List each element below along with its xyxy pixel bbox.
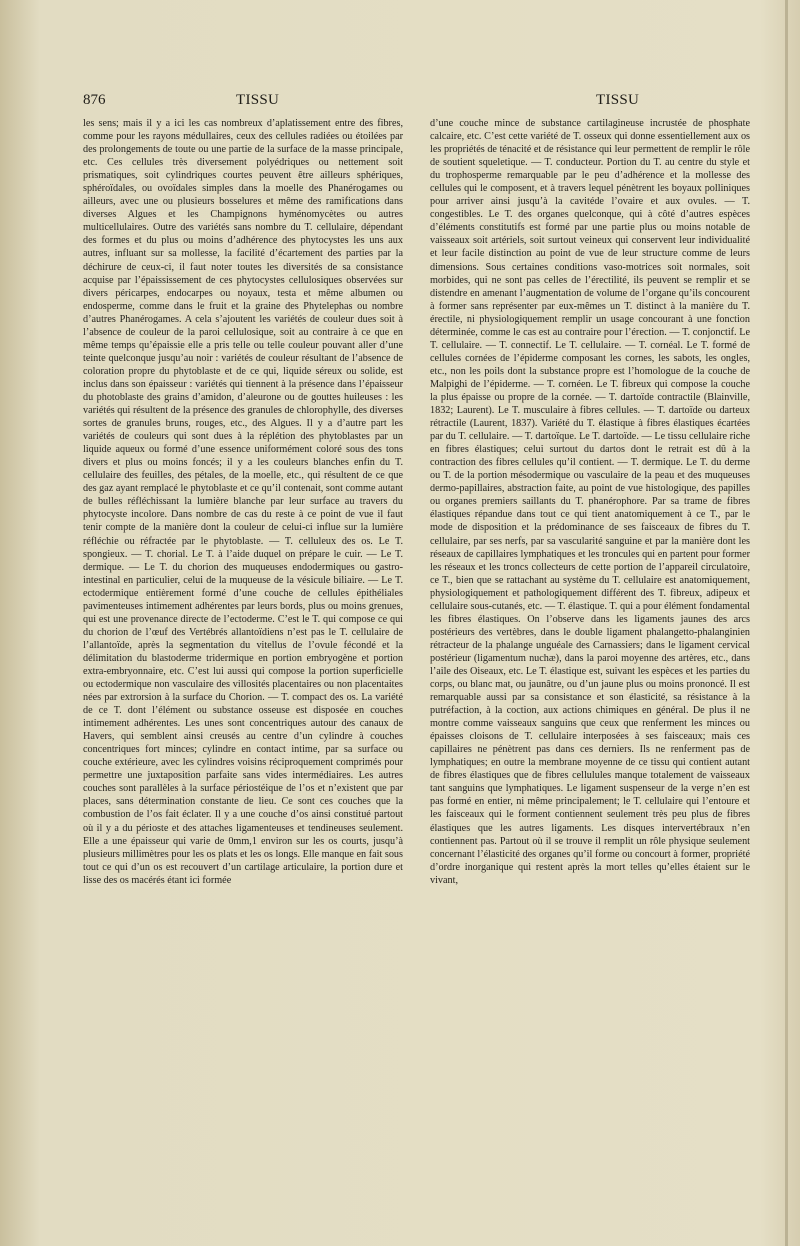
column-right-text: d’une couche mince de substance cartilagineuse incrustée de phosphate calcaire, etc. C’est cette variété de T. osseux qui donne essentiellement aux os les propriétés de ténacité et de résistance qui leur permettent de remplir le rôle de soutient squeletique. — T. conducteur. Portion du T. au centre du style et du trophosperme remarquable par le peu d’adhérence et la mollesse des cellules qui le composent, et à travers lequel pénètrent les boyaux polliniques pour arriver ainsi jusqu’à la cavitéde l’ovaire et aux ovules. — T. congestibles. Le T. des organes quelconque, qui à côté d’autres espèces d’éléments constitutifs est formé par une partie plus ou moins notable de vaisseaux soit artériels, soit surtout veineux qui conservent leur individualité et leur facile distinction au point de vue de leur structure comme de leurs dimensions. Sous certaines conditions vaso-motrices soit normales, soit morbides, qui ne sont pas celles de l’érectilité, ils peuvent se remplir et se distendre en amenant l’augmentation de volume de l’organe qu’ils concourent à former sans représenter par eux-mêmes un T. distinct à la manière du T. érectile, ni physiologiquement remplir un usage concourant à une fonction déterminée, comme le cas est au contraire pour l’érection. — T. conjonctif. Le T. cellulaire. — T. connectif. Le T. cellulaire. — T. cornéal. Le T. formé de cellules cornées de l’épiderme composant les cornes, les sabots, les ongles, etc., non les poils dont la substance propre est l’homologue de la couche de Malpighi de l’épiderme. — T. cornéen. Le T. fibreux qui compose la couche la plus épaisse ou propre de la cornée. — T. dartoïde contractile (Blainville, 1832; Laurent). Le T. musculaire à fibres cellules. — T. dartoïde ou darteux rétractile (Laurent, 1837). Variété du T. élastique à fibres élastiques écartées par du T. cellulaire. — T. dartoïque. Le T. dartoïde. — Le tissu cellulaire riche en fibres élastiques; celui surtout du dartos dont le retrait est dû à la contraction des fibres cellules qu’il contient. — T. dermique. Le T. du derme ou T. de la portion mésodermique ou vasculaire de la peau et des muqueuses dermo-papillaires, abstraction faite, au point de vue histologique, des papilles ou organes premiers saillants du T. phanérophore. Par sa trame de fibres élastiques répandue dans tout ce qui tient anatomiquement à ce T., par le mode de disposition et la prédominance de ses faisceaux de fibres du T. cellulaire, par ses nerfs, par sa vascularité sanguine et par la manière dont les réseaux de capillaires lymphatiques et les troncules qui en partent pour former les réseaux et les troncs collecteurs de cette portion de l’appareil circulatoire, ce T., bien que se rattachant au système du T. cellulaire est anatomiquement, physiologiquement et pathologiquement différent des T. fibreux, adipeux et cellulaire sous-cutanés, etc. — T. élastique. T. qui a pour élément fondamental les fibres élastiques. On l’observe dans les ligaments jaunes des arcs postérieurs des vertèbres, dans le double ligament phalangetto-phalanginien rétracteur de la phalange unguéale des Carnassiers; dans le ligament cervical postérieur (ligamentum nuchæ), dans la paroi moyenne des artères, etc., dans l’aile des Oiseaux, etc. Le T. élastique est, suivant les espèces et les parties du corps, ou blanc mat, ou jaunâtre, ou d’un jaune plus ou moins prononcé. Il est remarquable aussi par sa consistance et son élasticité, sa résistance à la putréfaction, à la coction, aux actions chimiques en général. De plus il ne montre comme vaisseaux sanguins que ceux que renferment les minces ou épaisses cloisons de T. cellulaire interposées à ses faisceaux; mais ces capillaires ne pénètrent pas dans ces derniers. Ils ne renferment pas de lymphatiques; en outre la membrane moyenne de ce tissu qui contient autant de fibres élastiques que de fibres cellulules manque totalement de vaisseaux tant sanguins que lymphatiques. Le ligament suspenseur de la verge n’en est pas formé en entier, ni même principalement; le T. cellulaire qui l’entoure et les faisceaux qui le forment contiennent seulement très peu plus de fibres élastiques que les autres ligaments. Les disques intervertébraux n’en contiennent pas. Partout où il se trouve il remplit un rôle physique seulement concernant l’élasticité des organes qu’il forme ou concourt à former, propriété d’ordre inorganique qui restent après la mort telles qu’elles étaient sur le vivant, <box>430 118 750 886</box>
page-edge-shadow <box>785 0 788 1246</box>
text-column-left <box>83 117 403 887</box>
running-title-right: TISSU <box>596 92 640 108</box>
running-title-left: TISSU <box>236 92 280 108</box>
page-number: 876 <box>83 92 106 108</box>
text-column-right <box>430 117 750 887</box>
page-header <box>0 92 800 112</box>
column-left-text: les sens; mais il y a ici les cas nombreux d’aplatissement entre des fibres, comme pour les rayons médullaires, ceux des cellules radiées ou étoilées par des prolongements de toute ou une partie de la surface de la masse principale, etc. Ces cellules très diversement polyédriques ou nettement soit prismatiques, soit cylindriques courtes peuvent être ailleurs sphériques, sphéroïdales, ou ovoïdales simples dans la moelle des Phanérogames ou ailleurs, avec une ou plusieurs bosselures et même des ramifications dans diverses Algues et les Champignons hyménomycètes ou autres multicellulaires. Outre des variétés sans nombre du T. cellulaire, dépendant des formes et du plus ou moins d’adhérence des phytocystes les uns aux autres, influant sur sa mollesse, la facilité d’écartement des parties par la déchirure de ceux-ci, il faut noter toutes les diversités de sa consistance acquise par l’épaississement de ces phytocystes cellulosiques observées sur divers péricarpes, endocarpes ou noyaux, testa et même albumen ou endosperme, comme dans le fruit et la graine des Phytelephas ou nombre d’autres Phanérogames. A cela s’ajoutent les variétés de couleur dues soit à l’absence de couleur de la paroi cellulosique, soit au contraire à ce que en même temps qu’épaissie elle a pris telle ou telle couleur pouvant aller d’une teinte quelconque jusqu’au noir : variétés de couleur résultant de l’absence de coloration propre du phytoblaste et de ce qui, liquide séreux ou solide, est inclus dans son épaisseur : variétés qui tiennent à la présence dans l’épaisseur du photoblaste des grains d’amidon, d’aleurone ou de gouttes huileuses : les variétés qui résultent de la présence des granules de chlorophylle, des diverses sortes de granules bruns, rouges, etc., des Algues. Il y a d’autre part les variétés de couleurs qui sont dues à la réplétion des phytoblastes par un liquide aqueux ou formé d’une essence uniformément coloré sous des tons divers et plus ou moins foncés; il y a les couleurs blanches enfin du T. cellulaire des feuilles, des pétales, de la moelle, etc., qui résultent de ce que des gaz ayant remplacé le phytoblaste et ce qu’il contenait, sont comme autant de bulles réfléchissant la lumière blanche par leur surface au travers du phytocyste incolore. Dans nombre de cas du reste à ce point de vue il faut tenir compte de la manière dont la couleur de celui-ci influe sur la lumière réfléchie ou réfractée par le phytoblaste. — T. celluleux des os. Le T. spongieux. — T. chorial. Le T. à l’aide duquel on prépare le cuir. — Le T. dermique. — Le T. du chorion des muqueuses endodermiques ou gastro-intestinal en particulier, celui de la muqueuse de la vésicule biliaire. — Le T. ectodermique entièrement formé d’une couche de cellules épithéliales pavimenteuses intimement adhérentes par leurs bords, plus ou moins grenues, qui est une provenance directe de l’ectoderme. C’est le T. qui compose ce qui du chorion de l’œuf des Vertébrés allantoïdiens n’est pas le T. cellulaire de l’allantoïde, après la segmentation du vitellus de l’ovule fécondé et la délimitation du blastoderme tridermique en portion embryogène et portion extra-embryonnaire, etc. C’est lui aussi qui compose la portion superficielle ou ectodermique non vasculaire des villosités placentaires ou non placentaites nées par extrorsion à la surface du Chorion. — T. compact des os. La variété de ce T. dont l’élément ou substance osseuse est disposée en couches intimement adhérentes. Les unes sont concentriques autour des canaux de Havers, qui semblent ainsi creusés au centre d’un cylindre à couches concentriques fort minces; cylindre en contact intime, par sa surface ou couche extérieure, avec les cylindres voisins réciproquement comprimés pour permettre une juxtaposition parfaite sans vides intermédiaires. Les autres couches sont parallèles à la surface périostéique de l’os et n’existent que par places, sans détermination constante de lieu. Ce sont ces couches que la combustion de l’os fait éclater. Il y a une couche d’os ainsi constitué partout où il y a du périoste et des attaches ligamenteuses et tendineuses seulement. Elle a une épaisseur qui varie de 0mm,1 environ sur les os courts, jusqu’à plusieurs millimètres pour les os plats et les os longs. Elle manque en fait sous tout ce qui d’un os est recouvert d’un cartilage articulaire, la portion dure et lisse des os macérés étant ici formée <box>83 118 403 886</box>
